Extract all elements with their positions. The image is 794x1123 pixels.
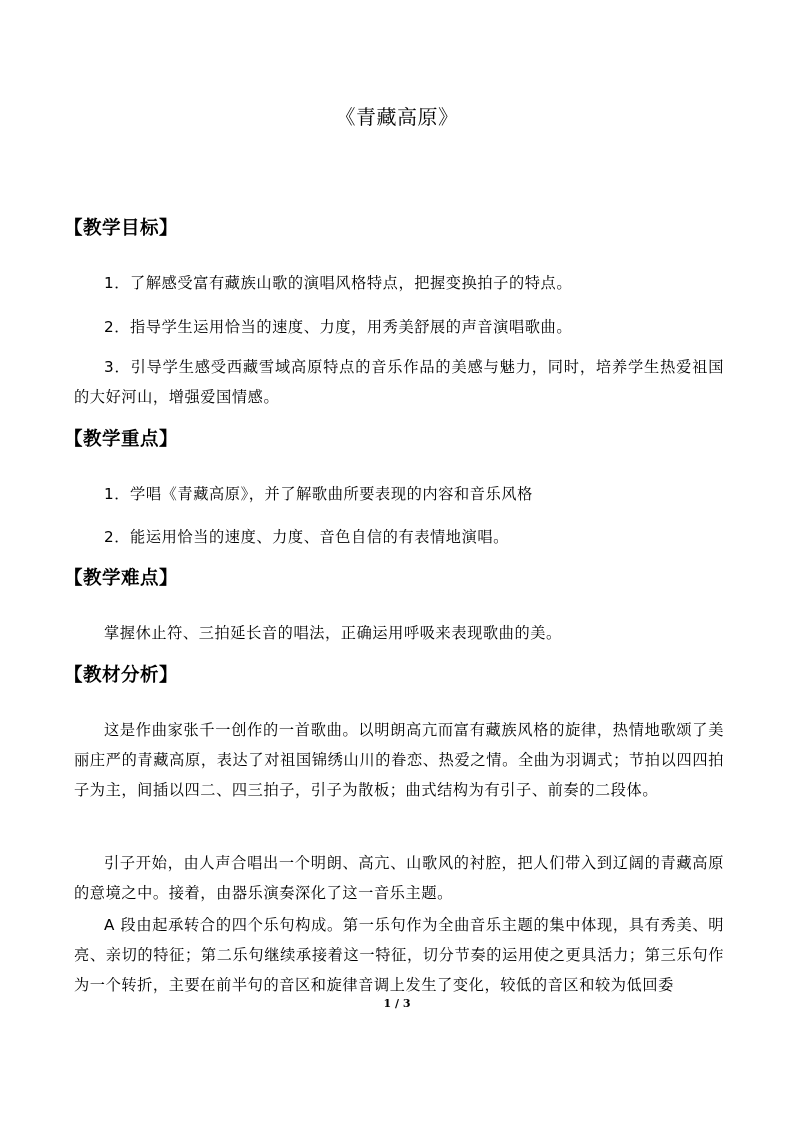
section-heading-key-points: 【教学重点】 — [64, 429, 179, 450]
objective-item-3: 3．引导学生感受西藏雪域高原特点的音乐作品的美感与魅力，同时，培养学生热爱祖国的大好河山，增强爱国情感。 — [74, 358, 724, 406]
document-title: 《青藏高原》 — [335, 105, 459, 129]
difficulty-item-1: 掌握休止符、三拍延长音的唱法，正确运用呼吸来表现歌曲的美。 — [104, 624, 562, 642]
key-point-item-1: 1．学唱《青藏高原》，并了解歌曲所要表现的内容和音乐风格 — [104, 485, 533, 503]
objective-item-2: 2．指导学生运用恰当的速度、力度，用秀美舒展的声音演唱歌曲。 — [104, 318, 573, 336]
page-number: 1 / 3 — [383, 997, 411, 1010]
objective-item-1: 1．了解感受富有藏族山歌的演唱风格特点，把握变换拍子的特点。 — [104, 274, 573, 292]
analysis-paragraph-3: A 段由起承转合的四个乐句构成。第一乐句作为全曲音乐主题的集中体现，具有秀美、明亮、亲切的特征；第二乐句继续承接着这一特征，切分节奏的运用使之更具活力；第三乐句作为一个转折，主要在前半句的音区和旋律音调上发生了变化，较低的音区和较为低回委 — [74, 916, 724, 994]
section-heading-analysis: 【教材分析】 — [64, 665, 179, 686]
section-heading-difficulties: 【教学难点】 — [64, 568, 179, 589]
section-heading-objectives: 【教学目标】 — [64, 218, 179, 239]
analysis-paragraph-2: 引子开始，由人声合唱出一个明朗、高亢、山歌风的衬腔，把人们带入到辽阔的青藏高原的意境之中。接着，由器乐演奏深化了这一音乐主题。 — [74, 854, 724, 902]
key-point-item-2: 2．能运用恰当的速度、力度、音色自信的有表情地演唱。 — [104, 528, 509, 546]
analysis-paragraph-1: 这是作曲家张千一创作的一首歌曲。以明朗高亢而富有藏族风格的旋律，热情地歌颂了美丽庄严的青藏高原，表达了对祖国锦绣山川的眷恋、热爱之情。全曲为羽调式；节拍以四四拍子为主，间插以四二、四三拍子，引子为散板；曲式结构为有引子、前奏的二段体。 — [74, 721, 724, 799]
